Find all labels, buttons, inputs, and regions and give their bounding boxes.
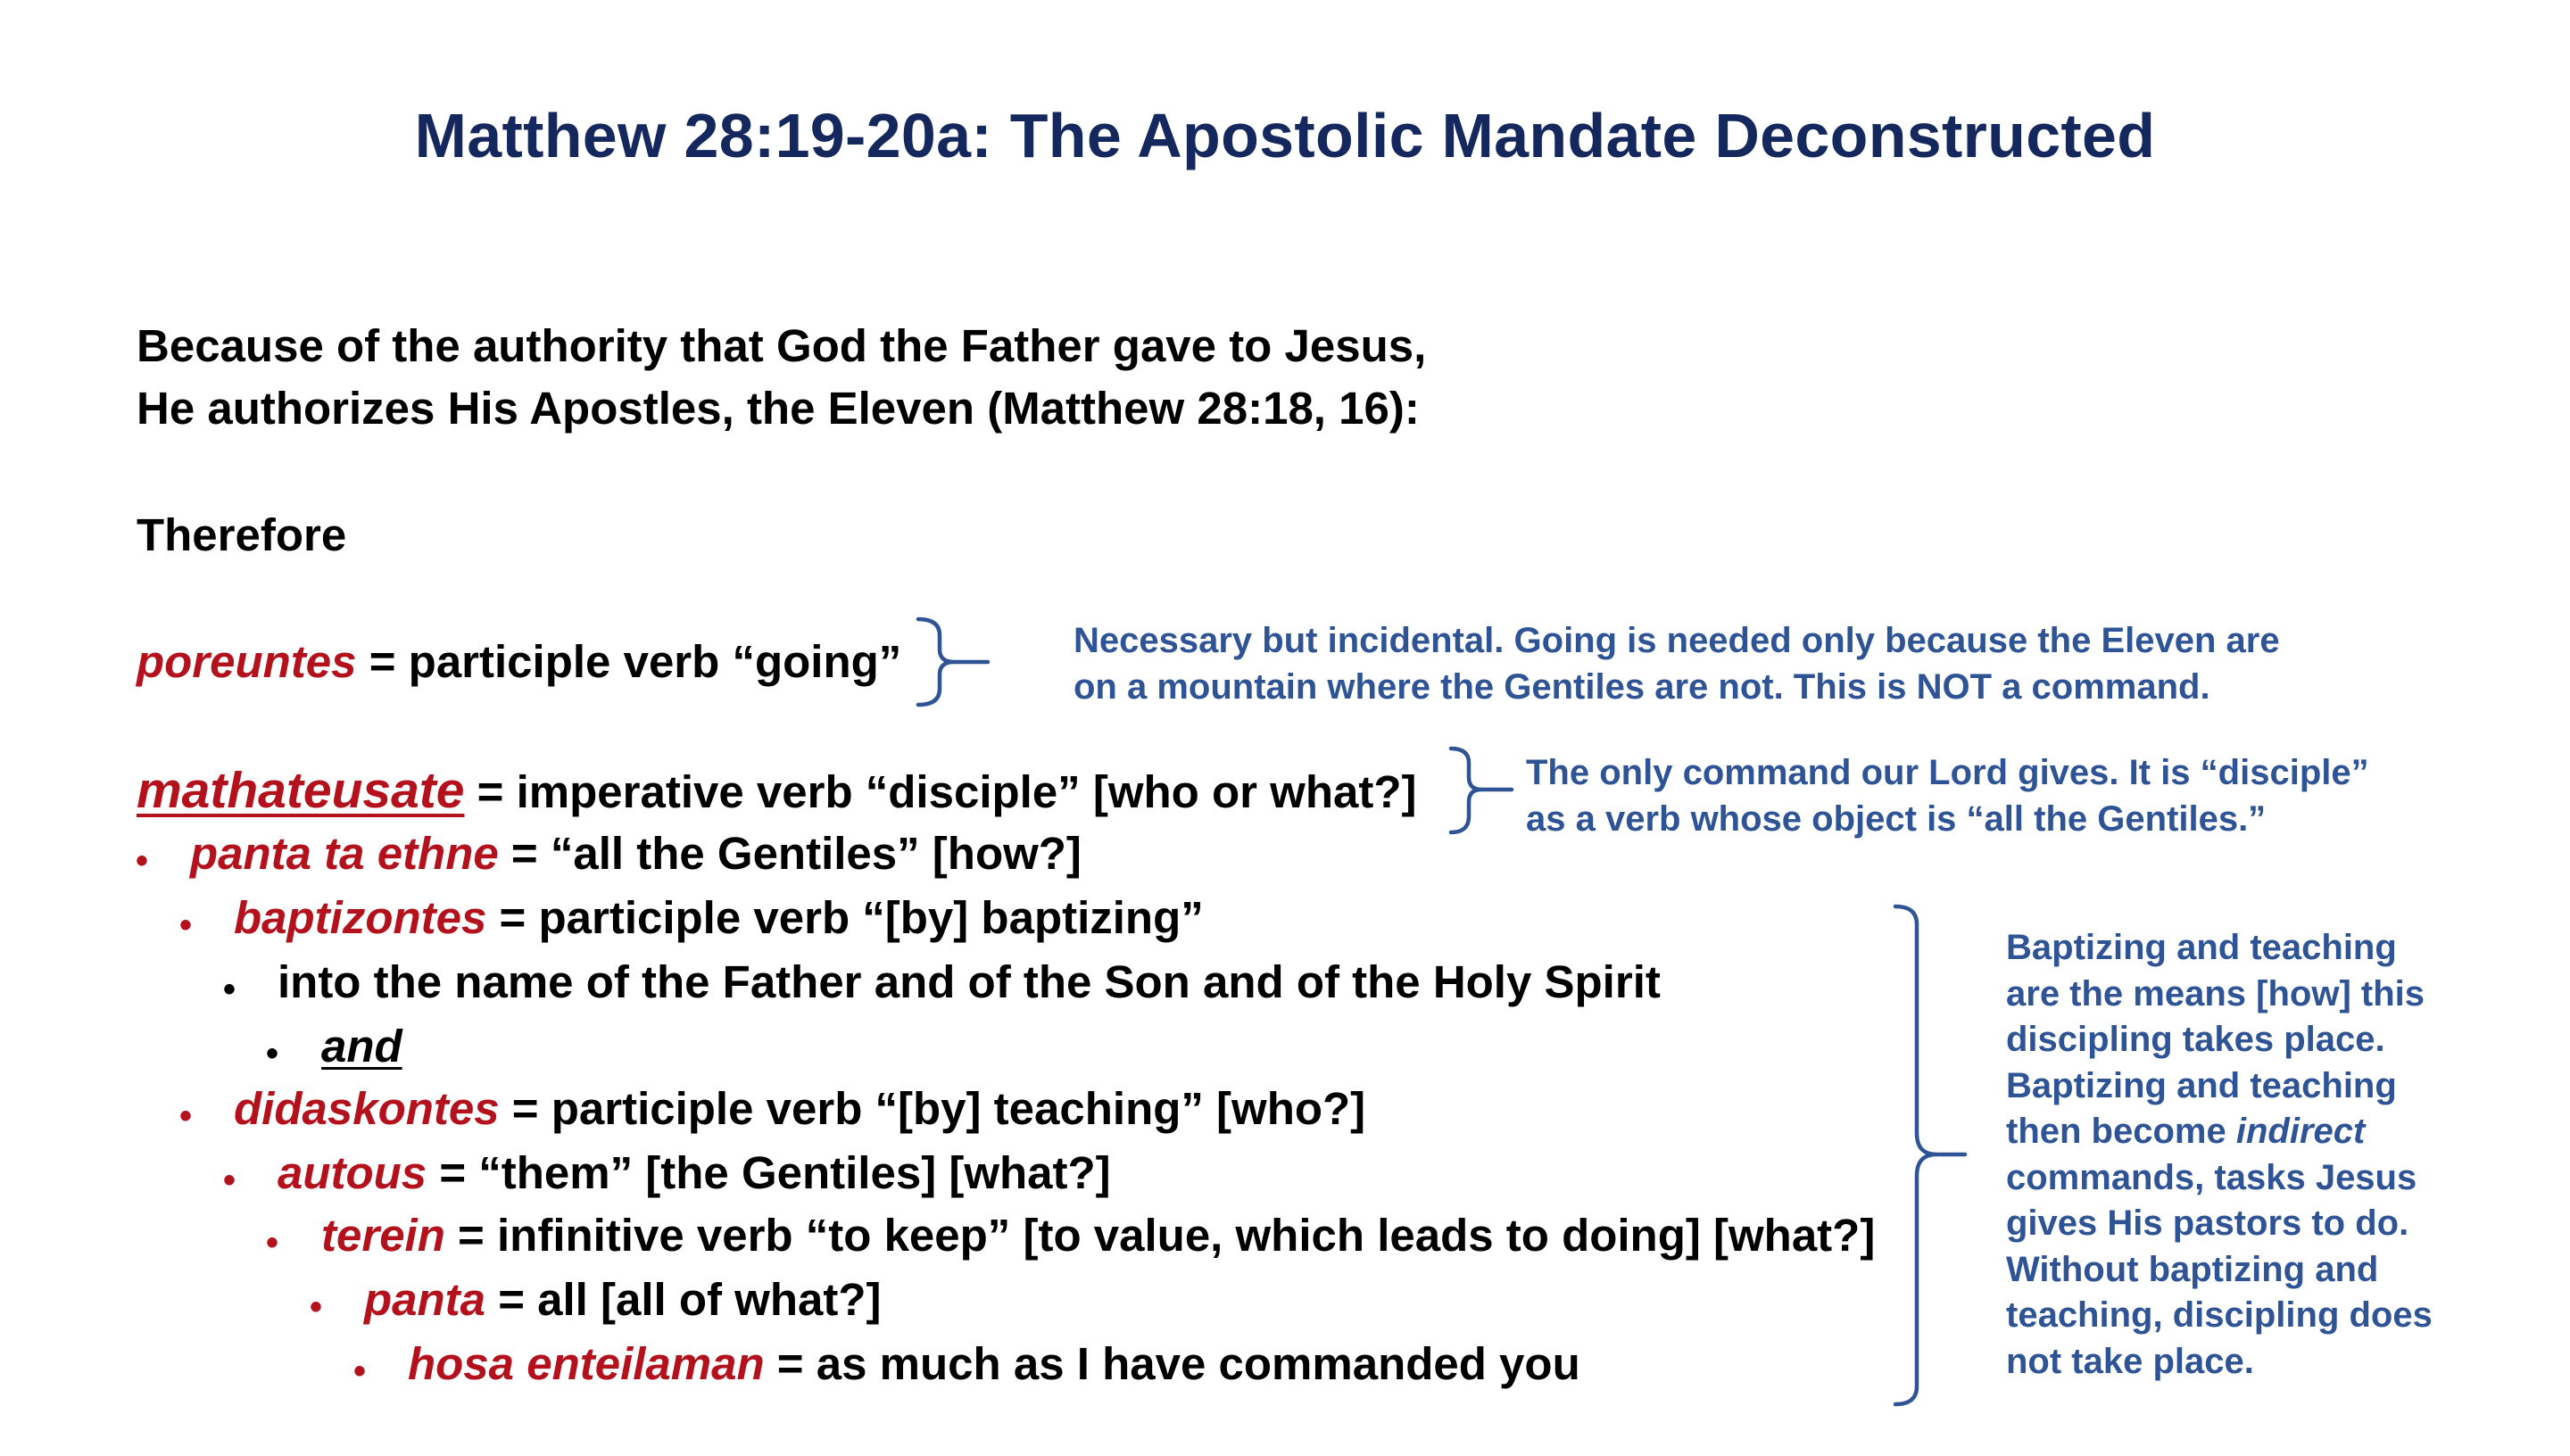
- brace-going: [915, 616, 995, 709]
- bullet-marker: •: [310, 1287, 323, 1327]
- note-means-line-5-text: then become: [2006, 1112, 2236, 1151]
- bullet-marker: •: [223, 970, 236, 1009]
- note-means-line-5: [2006, 1109, 2433, 1155]
- bullet-marker: •: [179, 1096, 193, 1136]
- didaskontes-line: [234, 1082, 1365, 1135]
- note-means-line-4: Baptizing and teaching: [2006, 1065, 2397, 1105]
- note-command: [1526, 749, 2369, 842]
- bullet-marker: •: [136, 841, 149, 881]
- intro-line-1: Because of the authority that God the Father gave to Jesus,: [137, 320, 1427, 371]
- bullet-marker: •: [223, 1161, 236, 1200]
- page-title: Matthew 28:19-20a: The Apostolic Mandate Deconstructed: [414, 101, 2156, 170]
- note-going-line-1: Necessary but incidental. Going is needed only because the Eleven are: [1074, 621, 2280, 660]
- greek-term-poreuntes: poreuntes: [137, 636, 357, 687]
- hosa-enteilaman-definition: = as much as I have commanded you: [764, 1338, 1580, 1389]
- intro-line-2: He authorizes His Apostles, the Eleven (Matthew 28:18, 16):: [137, 383, 1420, 434]
- mathateusate-line: [137, 761, 1416, 820]
- panta-ta-ethne-definition: = “all the Gentiles” [how?]: [498, 828, 1082, 879]
- bullet-marker: •: [179, 906, 193, 945]
- panta-line: [364, 1273, 882, 1326]
- didaskontes-definition: = participle verb “[by] teaching” [who?]: [499, 1083, 1366, 1134]
- brace-means: [1890, 901, 1970, 1410]
- bullet-marker: •: [353, 1352, 367, 1391]
- note-means-line-6: commands, tasks Jesus: [2006, 1157, 2417, 1197]
- brace-command: [1447, 745, 1519, 839]
- note-means-line-8: Without baptizing and: [2006, 1249, 2379, 1289]
- note-command-line-2: as a verb whose object is “all the Gentiles.”: [1526, 799, 2267, 839]
- greek-term-hosa-enteilaman: hosa enteilaman: [408, 1338, 765, 1389]
- greek-term-terein: terein: [321, 1210, 445, 1261]
- note-going-line-2: on a mountain where the Gentiles are not. This is NOT a command.: [1074, 667, 2210, 707]
- autous-line: [278, 1146, 1111, 1199]
- terein-definition: = infinitive verb “to keep” [to value, which leads to doing] [what?]: [444, 1210, 1876, 1261]
- note-means-line-9: teaching, discipling does: [2006, 1295, 2433, 1335]
- greek-term-baptizontes: baptizontes: [234, 892, 487, 943]
- note-command-line-1: The only command our Lord gives. It is “disciple”: [1526, 753, 2369, 792]
- and-connector: and: [321, 1021, 402, 1071]
- bullet-marker: •: [266, 1223, 279, 1262]
- note-means: [2006, 925, 2433, 1385]
- greek-term-autous: autous: [278, 1147, 427, 1198]
- autous-definition: = “them” [the Gentiles] [what?]: [427, 1147, 1111, 1198]
- greek-term-panta: panta: [364, 1274, 486, 1325]
- note-going: [1074, 617, 2280, 710]
- greek-term-mathateusate: mathateusate: [137, 762, 465, 819]
- greek-term-panta-ta-ethne: panta ta ethne: [190, 828, 499, 879]
- therefore-label: Therefore: [137, 509, 347, 560]
- baptizontes-line: [234, 891, 1204, 944]
- mathateusate-definition: = imperative verb “disciple” [who or what?]: [464, 766, 1417, 817]
- baptizontes-definition: = participle verb “[by] baptizing”: [486, 892, 1204, 943]
- note-means-line-1: Baptizing and teaching: [2006, 928, 2397, 967]
- bullet-marker: •: [266, 1034, 279, 1073]
- hosa-enteilaman-line: [408, 1337, 1580, 1390]
- poreuntes-definition: = participle verb “going”: [356, 636, 902, 687]
- note-means-line-7: gives His pastors to do.: [2006, 1204, 2409, 1243]
- terein-line: [321, 1209, 1875, 1262]
- into-name-line: into the name of the Father and of the Son and of the Holy Spirit: [278, 956, 1661, 1007]
- note-means-emphasis: indirect: [2235, 1112, 2366, 1151]
- note-means-line-10: not take place.: [2006, 1341, 2254, 1381]
- poreuntes-line: [137, 635, 901, 688]
- panta-ta-ethne-line: [190, 827, 1082, 880]
- note-means-line-3: discipling takes place.: [2006, 1020, 2385, 1059]
- greek-term-didaskontes: didaskontes: [234, 1083, 500, 1134]
- note-means-line-2: are the means [how] this: [2006, 973, 2425, 1013]
- panta-definition: = all [all of what?]: [485, 1274, 882, 1325]
